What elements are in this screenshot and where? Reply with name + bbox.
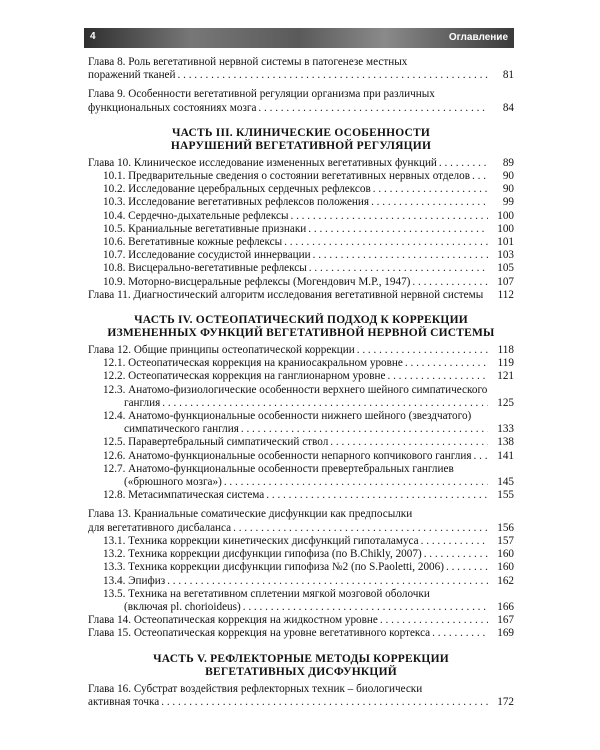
dot-leader xyxy=(387,370,488,383)
toc-entry-text: 12.2. Остеопатическая коррекция на ганглионарном уровне xyxy=(103,370,386,383)
toc-page-number: 89 xyxy=(502,156,514,169)
toc-entry-text: для вегетативного дисбаланса xyxy=(88,521,232,534)
toc-page-number: 167 xyxy=(497,614,514,627)
toc-entry-text: Глава 11. Диагностический алгоритм исследования вегетативной нервной системы xyxy=(88,288,484,301)
toc-page-number: 162 xyxy=(497,574,514,587)
toc-page-number: 107 xyxy=(497,275,514,288)
toc-entry-text: Глава 12. Общие принципы остеопатической коррекции xyxy=(88,344,355,357)
toc-entry-text: 10.9. Моторно-висцеральные рефлексы (Могендович М.Р., 1947) xyxy=(103,275,411,288)
toc-entry-text: активная точка xyxy=(88,695,160,708)
toc-page-number: 145 xyxy=(497,476,514,489)
part-heading xyxy=(88,127,514,153)
part-heading xyxy=(88,314,514,340)
toc-page-number: 157 xyxy=(497,534,514,547)
toc-entry-text: 13.3. Техника коррекции дисфункции гипофиза №2 (по S.Paoletti, 2006) xyxy=(103,561,444,574)
toc-chapter-entry[interactable] xyxy=(88,289,514,302)
dot-leader xyxy=(421,535,488,548)
dot-leader xyxy=(313,249,488,262)
dot-leader xyxy=(474,450,489,463)
toc-entry-text: 12.5. Паравертебральный симпатический ствол xyxy=(103,436,329,449)
part-heading xyxy=(88,653,514,679)
toc-chapter-entry[interactable] xyxy=(88,157,514,170)
toc-entry-text: 12.3. Анатомо-физиологические особенности верхнего шейного симпатического xyxy=(103,383,488,396)
toc-subentry[interactable] xyxy=(88,384,514,410)
toc-page-number: 166 xyxy=(497,600,514,613)
dot-leader xyxy=(241,423,488,436)
toc-page-number: 121 xyxy=(497,370,514,383)
dot-leader xyxy=(432,627,488,640)
toc-entry-text: Глава 9. Особенности вегетативной регуляции организма при различных xyxy=(88,88,435,101)
toc-subentry[interactable] xyxy=(88,249,514,262)
toc-page-number: 99 xyxy=(502,196,514,209)
toc-subentry[interactable] xyxy=(88,236,514,249)
toc-entry-text: Глава 10. Клиническое исследование измененных вегетативных функций xyxy=(88,156,437,169)
toc-chapter-entry[interactable] xyxy=(88,56,514,82)
dot-leader xyxy=(424,548,488,561)
toc-page-number: 101 xyxy=(497,236,514,249)
toc-page-number: 133 xyxy=(497,423,514,436)
toc-entry-text: («брюшного мозга») xyxy=(124,476,222,489)
toc-subentry[interactable] xyxy=(88,262,514,275)
toc-entry-text: 10.1. Предварительные сведения о состоянии вегетативных нервных отделов xyxy=(103,170,471,183)
running-header-title: Оглавление xyxy=(448,32,508,43)
toc-page-number: 138 xyxy=(497,436,514,449)
toc-chapter-entry[interactable] xyxy=(88,344,514,357)
toc-entry-text: 12.6. Анатомо-функциональные особенности непарного копчикового ганглия xyxy=(103,449,472,462)
toc-subentry[interactable] xyxy=(88,196,514,209)
dot-leader xyxy=(405,357,488,370)
toc-subentry[interactable] xyxy=(88,276,514,289)
toc-page-number: 112 xyxy=(497,288,514,301)
page-number: 4 xyxy=(90,31,96,42)
dot-leader xyxy=(472,170,488,183)
dot-leader xyxy=(266,489,488,502)
toc-entry-text: Глава 16. Субстрат воздействия рефлекторных техник – биологически xyxy=(88,682,423,695)
dot-leader xyxy=(233,522,488,535)
toc-entry-text: Глава 14. Остеопатическая коррекция на жидкостном уровне xyxy=(88,614,378,627)
dot-leader xyxy=(446,561,488,574)
toc-page-number: 90 xyxy=(502,183,514,196)
table-of-contents xyxy=(88,56,514,709)
toc-subentry[interactable] xyxy=(88,489,514,502)
toc-entry-text: (включая pl. chorioideus) xyxy=(124,600,241,613)
toc-entry-text: 10.3. Исследование вегетативных рефлексов положения xyxy=(103,196,370,209)
dot-leader xyxy=(243,601,488,614)
toc-page-number: 156 xyxy=(497,521,514,534)
toc-entry-text: поражений тканей xyxy=(88,69,176,82)
toc-entry-text: ганглия xyxy=(124,396,161,409)
toc-page-number: 103 xyxy=(497,249,514,262)
part-heading-line: ЧАСТЬ IV. ОСТЕОПАТИЧЕСКИЙ ПОДХОД К КОРРЕКЦИИ xyxy=(134,314,468,327)
toc-chapter-entry[interactable] xyxy=(88,627,514,640)
part-heading-line: ИЗМЕНЕННЫХ ФУНКЦИЙ ВЕГЕТАТИВНОЙ НЕРВНОЙ СИСТЕМЫ xyxy=(107,327,495,340)
toc-entry-text: 10.5. Краниальные вегетативные признаки xyxy=(103,222,307,235)
toc-subentry[interactable] xyxy=(88,588,514,614)
toc-page-number: 169 xyxy=(497,627,514,640)
dot-leader xyxy=(380,614,488,627)
toc-chapter-entry[interactable] xyxy=(88,683,514,709)
toc-subentry[interactable] xyxy=(88,183,514,196)
toc-entry-text: 12.4. Анатомо-функциональные особенности нижнего шейного (звездчатого) xyxy=(103,410,472,423)
dot-leader xyxy=(162,397,488,410)
toc-subentry[interactable] xyxy=(88,561,514,574)
toc-subentry[interactable] xyxy=(88,210,514,223)
toc-page-number: 105 xyxy=(497,262,514,275)
toc-page-number: 119 xyxy=(497,357,514,370)
dot-leader xyxy=(290,210,488,223)
toc-entry-text: 13.1. Техника коррекции кинетических дисфункций гипоталамуса xyxy=(103,534,419,547)
toc-subentry[interactable] xyxy=(88,575,514,588)
part-heading-line: ЧАСТЬ III. КЛИНИЧЕСКИЕ ОСОБЕННОСТИ xyxy=(171,126,431,139)
toc-page-number: 118 xyxy=(497,344,514,357)
dot-leader xyxy=(309,262,488,275)
toc-subentry[interactable] xyxy=(88,170,514,183)
dot-leader xyxy=(357,344,488,357)
toc-entry-text: 10.8. Висцерально-вегетативные рефлексы xyxy=(103,262,307,275)
toc-page-number: 141 xyxy=(497,449,514,462)
dot-leader xyxy=(373,183,488,196)
running-header xyxy=(84,28,514,48)
dot-leader xyxy=(167,575,488,588)
toc-entry-text: Глава 15. Остеопатическая коррекция на уровне вегетативного кортекса xyxy=(88,627,431,640)
toc-entry-text: 13.2. Техника коррекции дисфункции гипофиза (по B.Chikly, 2007) xyxy=(103,548,422,561)
toc-page-number: 100 xyxy=(497,222,514,235)
toc-page-number: 100 xyxy=(497,209,514,222)
toc-chapter-entry[interactable] xyxy=(88,508,514,534)
toc-page-number: 81 xyxy=(502,69,514,82)
dot-leader xyxy=(258,102,488,115)
toc-page-number: 84 xyxy=(502,101,514,114)
part-heading-line: ЧАСТЬ V. РЕФЛЕКТОРНЫЕ МЕТОДЫ КОРРЕКЦИИ xyxy=(153,652,449,665)
toc-entry-text: 12.7. Анатомо-функциональные особенности превертебральных ганглиев xyxy=(103,462,454,475)
dot-leader xyxy=(224,476,488,489)
toc-entry-text: функциональных состояниях мозга xyxy=(88,101,257,114)
toc-entry-text: 13.4. Эпифиз xyxy=(103,574,166,587)
toc-entry-text: 10.7. Исследование сосудистой иннервации xyxy=(103,249,311,262)
toc-page-number: 160 xyxy=(497,548,514,561)
part-heading-line: ВЕГЕТАТИВНЫХ ДИСФУНКЦИЙ xyxy=(205,665,397,678)
toc-page-number: 155 xyxy=(497,489,514,502)
toc-subentry[interactable] xyxy=(88,370,514,383)
toc-entry-text: 13.5. Техника на вегетативном сплетении мягкой мозговой оболочки xyxy=(103,587,430,600)
dot-leader xyxy=(330,436,488,449)
dot-leader xyxy=(308,223,488,236)
toc-subentry[interactable] xyxy=(88,436,514,449)
toc-entry-text: Глава 13. Краниальные соматические дисфункции как предпосылки xyxy=(88,508,413,521)
dot-leader xyxy=(178,69,488,82)
dot-leader xyxy=(371,196,488,209)
dot-leader xyxy=(284,236,488,249)
dot-leader xyxy=(161,696,488,709)
toc-subentry[interactable] xyxy=(88,548,514,561)
toc-entry-text: 10.4. Сердечно-дыхательные рефлексы xyxy=(103,209,289,222)
part-heading-line: НАРУШЕНИЙ ВЕГЕТАТИВНОЙ РЕГУЛЯЦИИ xyxy=(170,139,432,152)
toc-page-number: 125 xyxy=(497,396,514,409)
toc-chapter-entry[interactable] xyxy=(88,88,514,114)
toc-page-number: 90 xyxy=(502,170,514,183)
toc-entry-text: 10.2. Исследование церебральных сердечных рефлексов xyxy=(103,183,371,196)
toc-entry-text: 10.6. Вегетативные кожные рефлексы xyxy=(103,236,283,249)
toc-entry-text: Глава 8. Роль вегетативной нервной системы в патогенезе местных xyxy=(88,56,408,68)
toc-entry-text: симпатического ганглия xyxy=(124,423,239,436)
toc-entry-text: 12.8. Метасимпатическая система xyxy=(103,489,265,502)
toc-page-number: 160 xyxy=(497,561,514,574)
dot-leader xyxy=(412,276,488,289)
dot-leader xyxy=(439,157,488,170)
toc-subentry[interactable] xyxy=(88,410,514,436)
toc-entry-text: 12.1. Остеопатическая коррекция на краниосакральном уровне xyxy=(103,357,403,370)
toc-subentry[interactable] xyxy=(88,463,514,489)
toc-subentry[interactable] xyxy=(88,535,514,548)
toc-subentry[interactable] xyxy=(88,357,514,370)
toc-subentry[interactable] xyxy=(88,223,514,236)
toc-page-number: 172 xyxy=(497,695,514,708)
toc-chapter-entry[interactable] xyxy=(88,614,514,627)
toc-subentry[interactable] xyxy=(88,450,514,463)
